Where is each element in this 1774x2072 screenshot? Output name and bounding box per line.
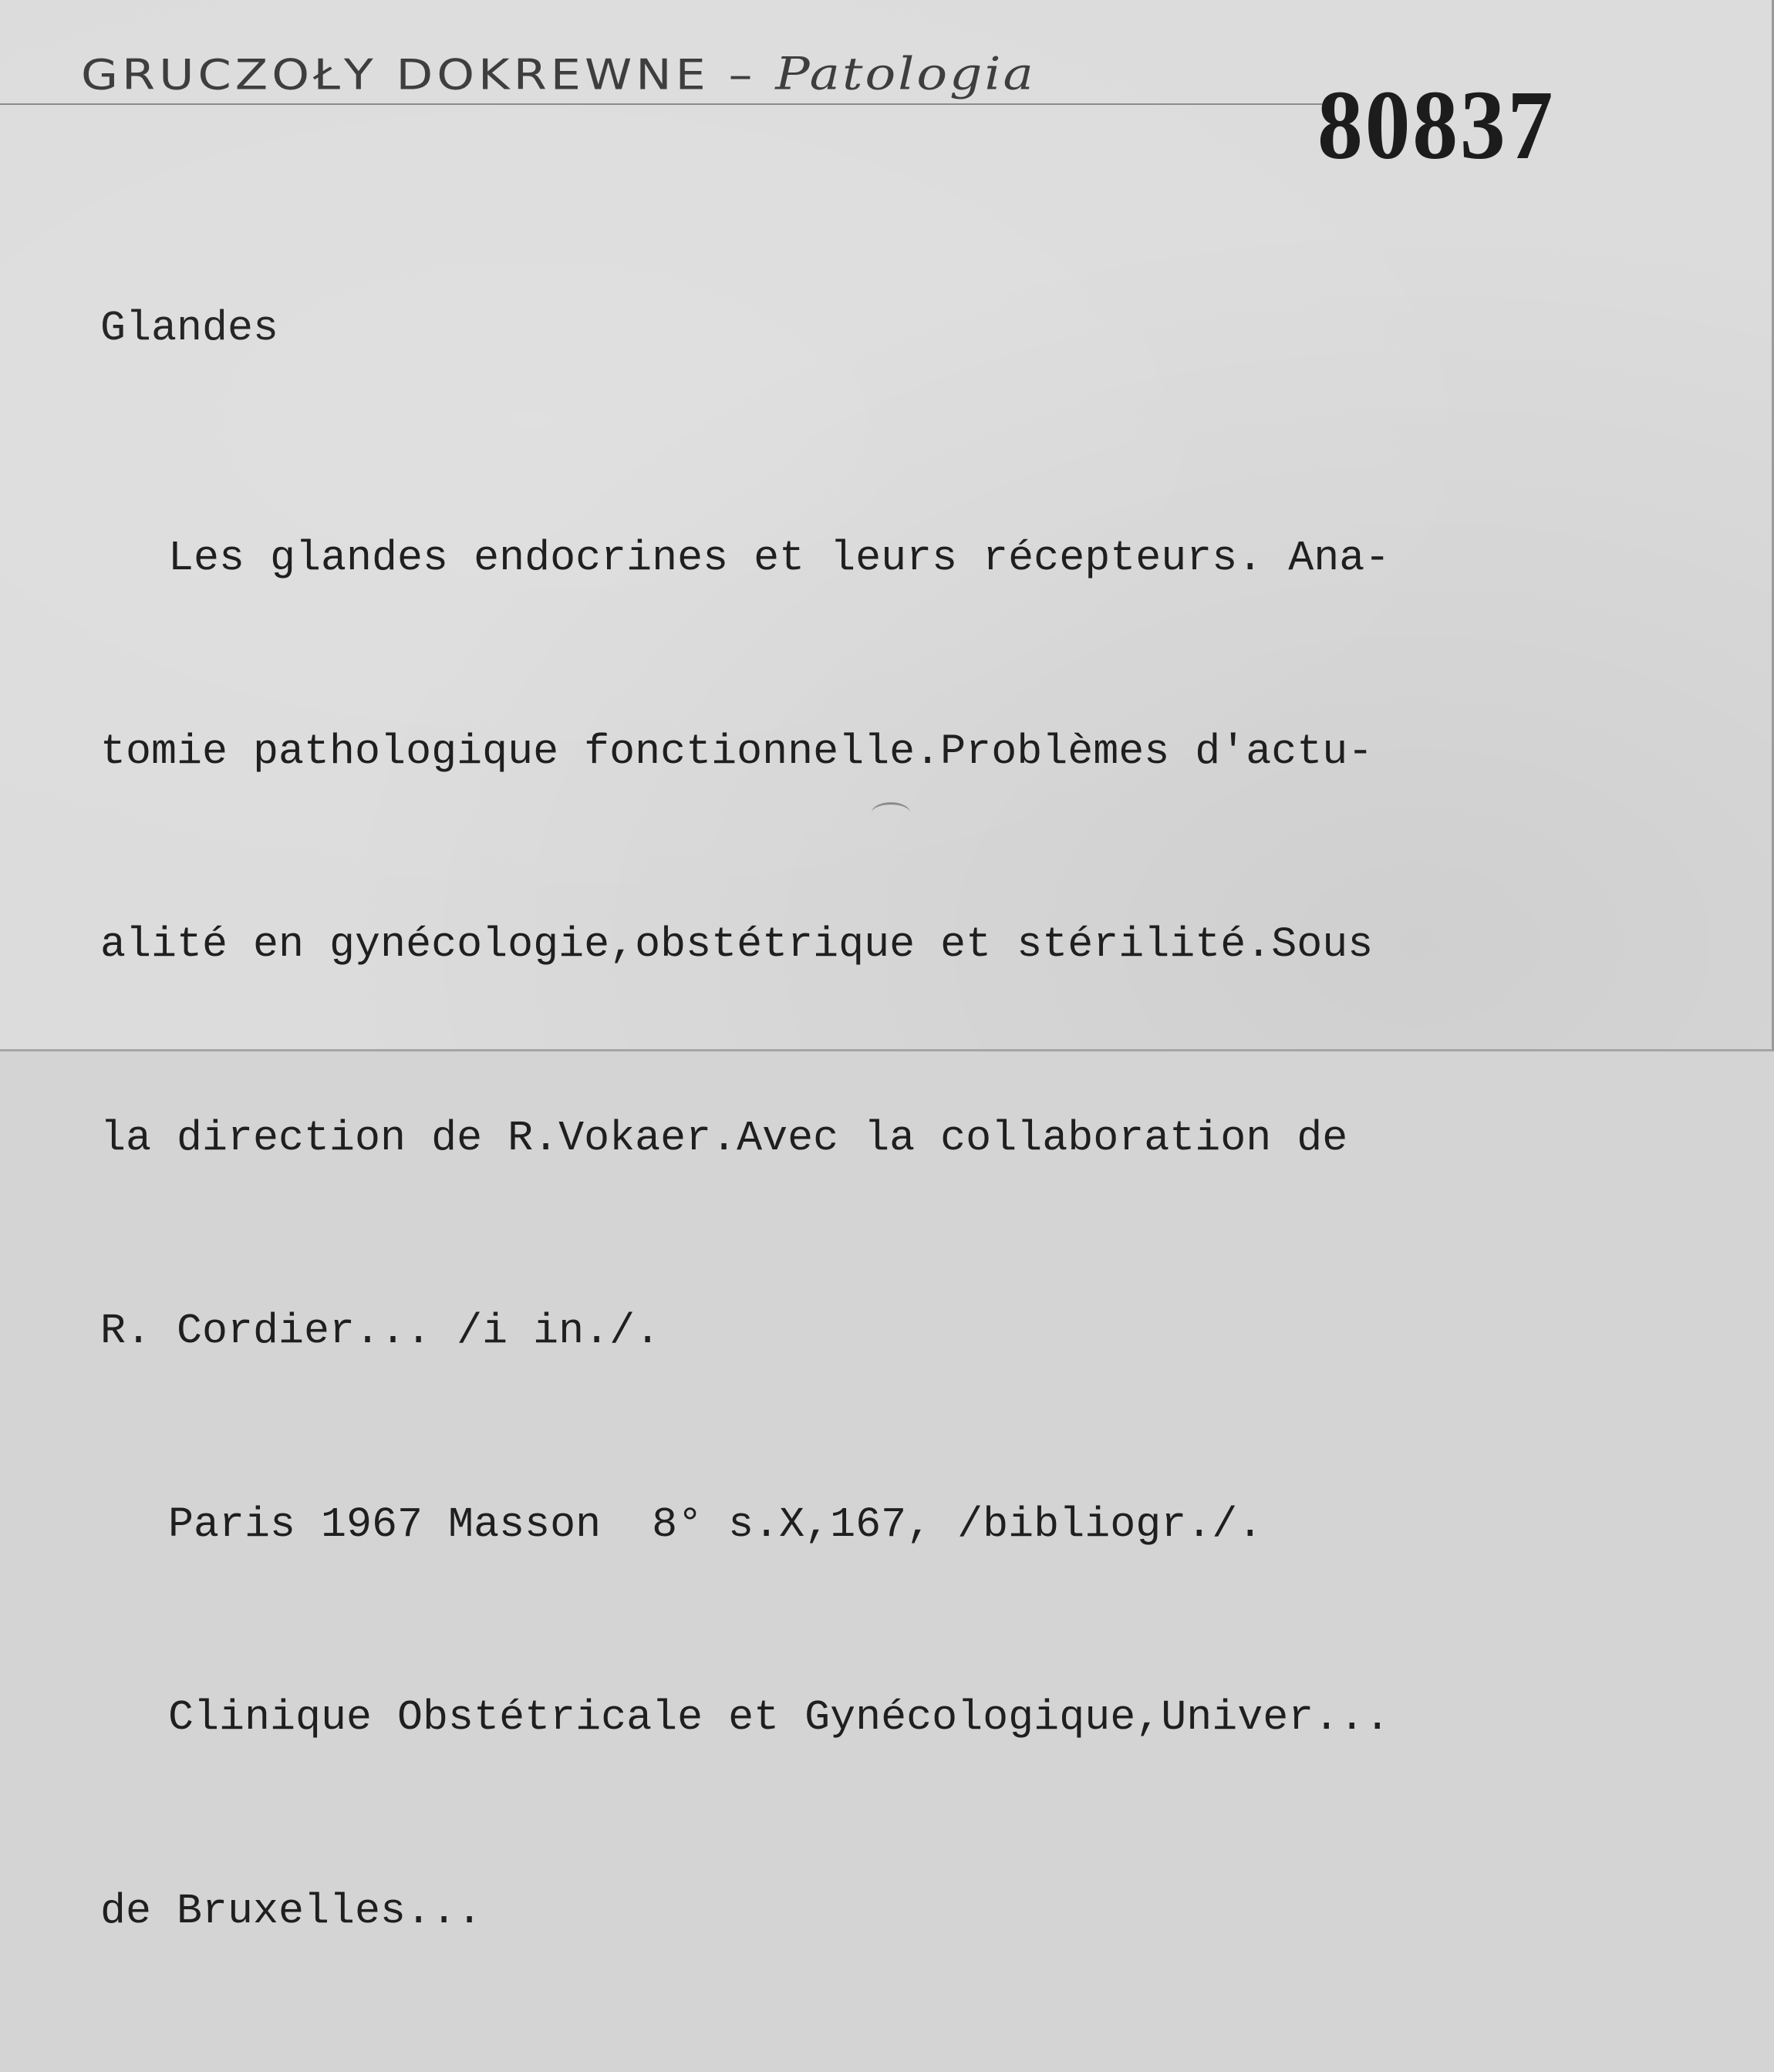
imprint-line: Paris 1967 Masson 8° s.X,167, /bibliogr./. — [168, 1500, 1263, 1549]
description-line: R. Cordier... /i in./. — [100, 1307, 661, 1355]
ink-mark — [872, 802, 910, 823]
bibliographic-description — [100, 397, 1390, 2072]
top-rule — [0, 103, 1327, 105]
subject-heading-label: GRUCZOŁY DOKREWNE – — [81, 49, 776, 100]
call-number: 80837 — [1317, 70, 1556, 180]
description-line: Les glandes endocrines et leurs récepteurs. Ana- — [168, 534, 1391, 582]
subject-heading — [81, 48, 1036, 100]
subject-heading-handwritten: Patologia — [775, 48, 1036, 100]
note-line: Clinique Obstétricale et Gynécologique,Univer... — [168, 1693, 1391, 1742]
description-line: tomie pathologique fonctionnelle.Problèmes d'actu- — [100, 727, 1374, 776]
note-line: de Bruxelles... — [100, 1886, 483, 1935]
subject-entry: Glandes — [100, 304, 279, 353]
description-line: la direction de R.Vokaer.Avec la collaboration de — [100, 1113, 1348, 1163]
description-line: alité en gynécologie,obstétrique et stérilité.Sous — [100, 920, 1374, 969]
